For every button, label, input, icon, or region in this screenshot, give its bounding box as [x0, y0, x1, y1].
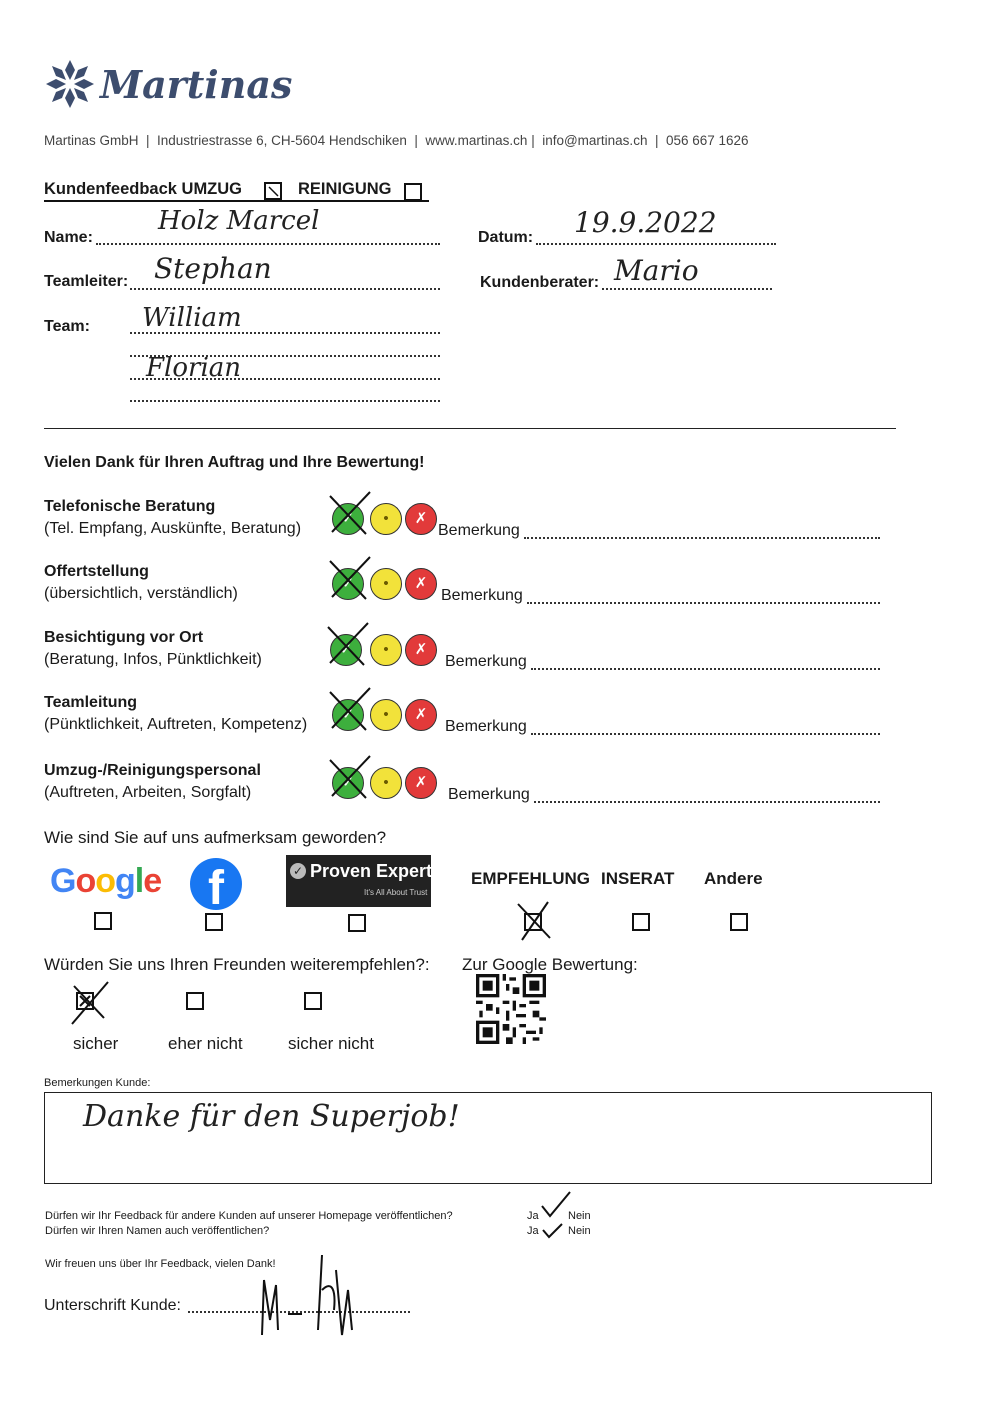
- rating-title: Offertstellung: [44, 563, 149, 580]
- recommend-sicher-nicht-checkbox[interactable]: [304, 992, 322, 1010]
- team-member-1[interactable]: William: [142, 303, 242, 333]
- thumbs-down-icon[interactable]: ✗: [405, 699, 437, 731]
- remark-input[interactable]: [531, 668, 880, 670]
- proven-expert-name: Proven Expert: [310, 861, 433, 881]
- thumbs-down-icon[interactable]: ✗: [405, 634, 437, 666]
- address-line: Martinas GmbH | Industriestrasse 6, CH-5604 Hendschiken | www.martinas.ch | info@martinas.ch | 056 667 1626: [44, 133, 749, 148]
- consent-1-no[interactable]: Nein: [568, 1210, 591, 1222]
- thumbs-up-icon[interactable]: ✓: [332, 699, 364, 731]
- google-checkbox[interactable]: [94, 912, 112, 930]
- thanks-heading: Vielen Dank für Ihren Auftrag und Ihre Bewertung!: [44, 454, 425, 471]
- consent-1-yes[interactable]: Ja: [527, 1210, 539, 1222]
- rating-subtitle: (übersichtlich, verständlich): [44, 585, 238, 602]
- proven-expert-logo: [286, 855, 431, 907]
- facebook-icon: f: [190, 858, 242, 910]
- umzug-checkbox[interactable]: [264, 182, 282, 200]
- thumbs-down-icon[interactable]: ✗: [405, 767, 437, 799]
- qr-code-icon[interactable]: [474, 974, 548, 1044]
- facebook-checkbox[interactable]: [205, 913, 223, 931]
- remark-input[interactable]: [527, 602, 880, 604]
- recommend-eher-nicht-label: eher nicht: [168, 1034, 243, 1053]
- empfehlung-cross-mark: [514, 900, 554, 942]
- rating-subtitle: (Pünktlichkeit, Auftreten, Kompetenz): [44, 716, 308, 733]
- team-member-2[interactable]: Florian: [146, 353, 241, 383]
- neutral-fist-icon[interactable]: •: [370, 568, 402, 600]
- rating-subtitle: (Tel. Empfang, Auskünfte, Beratung): [44, 520, 302, 537]
- neutral-fist-icon[interactable]: •: [370, 634, 402, 666]
- team-label: Team:: [44, 318, 90, 335]
- google-logo: Google: [50, 862, 162, 900]
- andere-label: Andere: [704, 869, 763, 888]
- consent-question-2: Dürfen wir Ihren Namen auch veröffentlichen?: [45, 1225, 270, 1237]
- date-line: [536, 243, 776, 245]
- recommend-sicher-nicht-label: sicher nicht: [288, 1034, 374, 1053]
- consent-2-check-mark: [540, 1222, 566, 1240]
- google-review-label: Zur Google Bewertung:: [462, 955, 638, 974]
- advisor-label: Kundenberater:: [480, 274, 600, 291]
- advisor-line: [602, 288, 772, 290]
- form-title-reinigung: REINIGUNG: [298, 180, 392, 198]
- consent-2-no[interactable]: Nein: [568, 1225, 591, 1237]
- rating-cross-mark: [326, 490, 376, 536]
- signature-label: Unterschrift Kunde:: [44, 1297, 181, 1314]
- rating-cross-mark: [326, 555, 376, 601]
- closing-text: Wir freuen uns über Ihr Feedback, vielen Dank!: [45, 1258, 276, 1270]
- neutral-fist-icon[interactable]: •: [370, 699, 402, 731]
- team-line-4: [130, 400, 440, 402]
- rating-title: Teamleitung: [44, 694, 138, 711]
- remark-label: Bemerkung: [441, 587, 523, 604]
- source-question: Wie sind Sie auf uns aufmerksam geworden?: [44, 828, 387, 847]
- inserat-checkbox[interactable]: [632, 913, 650, 931]
- name-line: [96, 243, 440, 245]
- company-name: Martinas: [100, 62, 293, 107]
- rating-cross-mark: [326, 686, 376, 732]
- consent-2-yes[interactable]: Ja: [527, 1225, 539, 1237]
- remark-label: Bemerkung: [445, 718, 527, 735]
- recommend-question: Würden Sie uns Ihren Freunden weiterempfehlen?:: [44, 955, 430, 974]
- company-logo: [46, 58, 293, 110]
- name-value[interactable]: Holz Marcel: [158, 206, 320, 236]
- rating-subtitle: (Auftreten, Arbeiten, Sorgfalt): [44, 784, 252, 801]
- andere-checkbox[interactable]: [730, 913, 748, 931]
- remark-label: Bemerkung: [438, 522, 520, 539]
- neutral-fist-icon[interactable]: •: [370, 503, 402, 535]
- consent-question-1: Dürfen wir Ihr Feedback für andere Kunden auf unserer Homepage veröffentlichen?: [45, 1210, 453, 1222]
- reinigung-checkbox[interactable]: [404, 183, 422, 201]
- comments-label: Bemerkungen Kunde:: [44, 1077, 151, 1089]
- rating-title: Telefonische Beratung: [44, 498, 216, 515]
- recommend-eher-nicht-checkbox[interactable]: [186, 992, 204, 1010]
- signature-image[interactable]: [252, 1250, 372, 1340]
- comments-box[interactable]: [44, 1092, 932, 1184]
- advisor-value[interactable]: Mario: [614, 254, 699, 287]
- recommend-sicher-label: sicher: [73, 1034, 119, 1053]
- inserat-label: INSERAT: [601, 869, 675, 888]
- neutral-fist-icon[interactable]: •: [370, 767, 402, 799]
- recommend-cross-mark: [66, 978, 114, 1026]
- comments-value: Danke für den Superjob!: [83, 1099, 460, 1134]
- teamleader-line: [130, 288, 440, 290]
- empfehlung-label: EMPFEHLUNG: [471, 869, 590, 888]
- section-divider: [44, 428, 896, 429]
- rating-subtitle: (Beratung, Infos, Pünktlichkeit): [44, 651, 262, 668]
- consent-1-check-mark: [538, 1190, 572, 1220]
- logo-mark-icon: [46, 60, 94, 108]
- thumbs-up-icon[interactable]: ✓: [330, 634, 362, 666]
- remark-input[interactable]: [524, 537, 880, 539]
- remark-input[interactable]: [531, 733, 880, 735]
- teamleader-value[interactable]: Stephan: [154, 252, 272, 285]
- rating-title: Besichtigung vor Ort: [44, 629, 204, 646]
- date-value[interactable]: 19.9.2022: [574, 206, 717, 239]
- rating-title: Umzug-/Reinigungspersonal: [44, 762, 261, 779]
- thumbs-up-icon[interactable]: ✓: [332, 503, 364, 535]
- proven-expert-checkbox[interactable]: [348, 914, 366, 932]
- name-label: Name:: [44, 229, 93, 246]
- thumbs-down-icon[interactable]: ✗: [405, 503, 437, 535]
- check-badge-icon: ✓: [290, 863, 306, 879]
- proven-expert-tagline: It's All About Trust: [364, 888, 428, 897]
- date-label: Datum:: [478, 229, 534, 246]
- rating-cross-mark: [326, 754, 376, 800]
- remark-input[interactable]: [534, 801, 880, 803]
- remark-label: Bemerkung: [445, 653, 527, 670]
- thumbs-up-icon[interactable]: ✓: [332, 568, 364, 600]
- form-title-umzug: Kundenfeedback UMZUG: [44, 180, 243, 198]
- rating-cross-mark: [324, 621, 374, 667]
- thumbs-down-icon[interactable]: ✗: [405, 568, 437, 600]
- thumbs-up-icon[interactable]: ✓: [332, 767, 364, 799]
- remark-label: Bemerkung: [448, 786, 530, 803]
- teamleader-label: Teamleiter:: [44, 273, 129, 290]
